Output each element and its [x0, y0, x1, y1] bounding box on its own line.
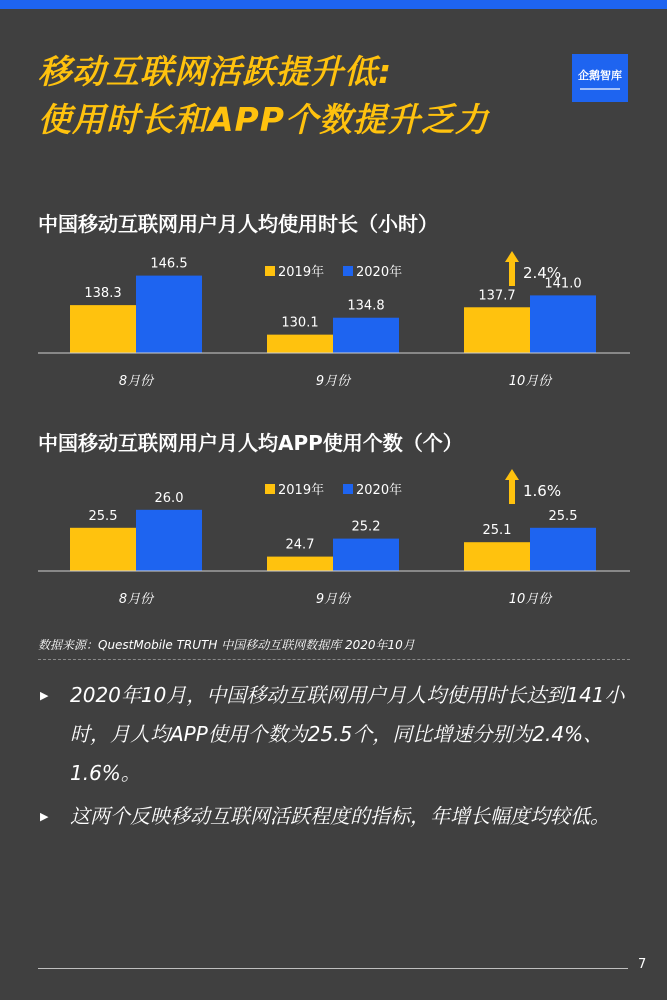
apps-value-label-2-0: 25.1 — [482, 523, 512, 539]
apps-legend-label-0: 2019年 — [278, 483, 325, 498]
duration-bar-2-0 — [464, 307, 530, 353]
brand-logo — [572, 54, 628, 102]
apps-bar-0-1 — [136, 510, 202, 571]
bullet-item — [38, 797, 633, 836]
duration-value-label-0-0: 138.3 — [84, 286, 122, 302]
bullet-marker-icon: ▶ — [40, 810, 49, 823]
apps-bar-chart — [0, 468, 667, 618]
duration-bar-1-0 — [267, 335, 333, 353]
apps-legend-label-1: 2020年 — [356, 483, 403, 498]
apps-growth-arrow-icon — [505, 469, 519, 480]
duration-legend-label-0: 2019年 — [278, 265, 325, 280]
page-number: 7 — [638, 957, 647, 972]
apps-category-label-0: 8月份 — [118, 592, 154, 607]
footer-divider — [38, 968, 628, 969]
bullet-text: 这两个反映移动互联网活跃程度的指标，年增长幅度均较低。 — [70, 804, 610, 828]
duration-value-label-1-0: 130.1 — [281, 315, 319, 331]
apps-bar-1-0 — [267, 557, 333, 571]
title-line-1: 移动互联网活跃提升低: — [38, 52, 393, 91]
apps-bar-0-0 — [70, 528, 136, 571]
apps-category-label-2: 10月份 — [508, 592, 552, 607]
apps-category-label-1: 9月份 — [315, 592, 351, 607]
duration-value-label-2-0: 137.7 — [478, 288, 516, 304]
data-source-note: 数据来源：QuestMobile TRUTH 中国移动互联网数据库 2020年10月 — [38, 638, 415, 652]
bullet-text: 2020年10月，中国移动互联网用户月人均使用时长达到141小时，月人均APP使用个数为25.5个，同比增速分别为2.4%、1.6%。 — [70, 683, 625, 785]
duration-bar-0-0 — [70, 305, 136, 353]
duration-value-label-2-1: 141.0 — [544, 276, 582, 292]
duration-legend-swatch-1 — [343, 266, 353, 276]
apps-value-label-2-1: 25.5 — [548, 508, 578, 524]
apps-value-label-0-1: 26.0 — [154, 490, 184, 506]
bullet-marker-icon: ▶ — [40, 689, 49, 702]
title-line-2: 使用时长和APP个数提升乏力 — [38, 100, 489, 139]
duration-category-label-0: 8月份 — [118, 374, 154, 389]
apps-legend-swatch-1 — [343, 484, 353, 494]
dashed-divider — [38, 659, 630, 660]
duration-category-label-1: 9月份 — [315, 374, 351, 389]
duration-bar-0-1 — [136, 276, 202, 353]
bullet-item — [38, 676, 633, 793]
duration-growth-arrow-icon — [505, 251, 519, 262]
apps-value-label-1-0: 24.7 — [285, 537, 315, 553]
duration-growth-arrow-shaft — [509, 262, 515, 286]
apps-value-label-1-1: 25.2 — [351, 519, 381, 535]
apps-chart-title: 中国移动互联网用户月人均APP使用个数（个） — [38, 431, 463, 455]
duration-legend-swatch-0 — [265, 266, 275, 276]
apps-bar-2-0 — [464, 542, 530, 571]
apps-bar-2-1 — [530, 528, 596, 571]
duration-value-label-0-1: 146.5 — [150, 256, 188, 272]
duration-bar-1-1 — [333, 318, 399, 353]
duration-value-label-1-1: 134.8 — [347, 298, 385, 314]
summary-bullets — [38, 676, 633, 836]
apps-bar-1-1 — [333, 539, 399, 571]
logo-underline — [580, 88, 620, 90]
duration-bar-2-1 — [530, 295, 596, 353]
duration-category-label-2: 10月份 — [508, 374, 552, 389]
duration-chart-title: 中国移动互联网用户月人均使用时长（小时） — [38, 212, 438, 236]
apps-legend-swatch-0 — [265, 484, 275, 494]
duration-legend-label-1: 2020年 — [356, 265, 403, 280]
apps-value-label-0-0: 25.5 — [88, 508, 118, 524]
apps-growth-arrow-shaft — [509, 480, 515, 504]
page-title — [38, 48, 489, 144]
apps-growth-annotation: 1.6% — [523, 482, 562, 500]
top-accent-bar — [0, 0, 667, 9]
duration-bar-chart — [0, 250, 667, 400]
logo-text: 企鹅智库 — [578, 68, 622, 82]
duration-growth-annotation: 2.4% — [523, 264, 562, 282]
